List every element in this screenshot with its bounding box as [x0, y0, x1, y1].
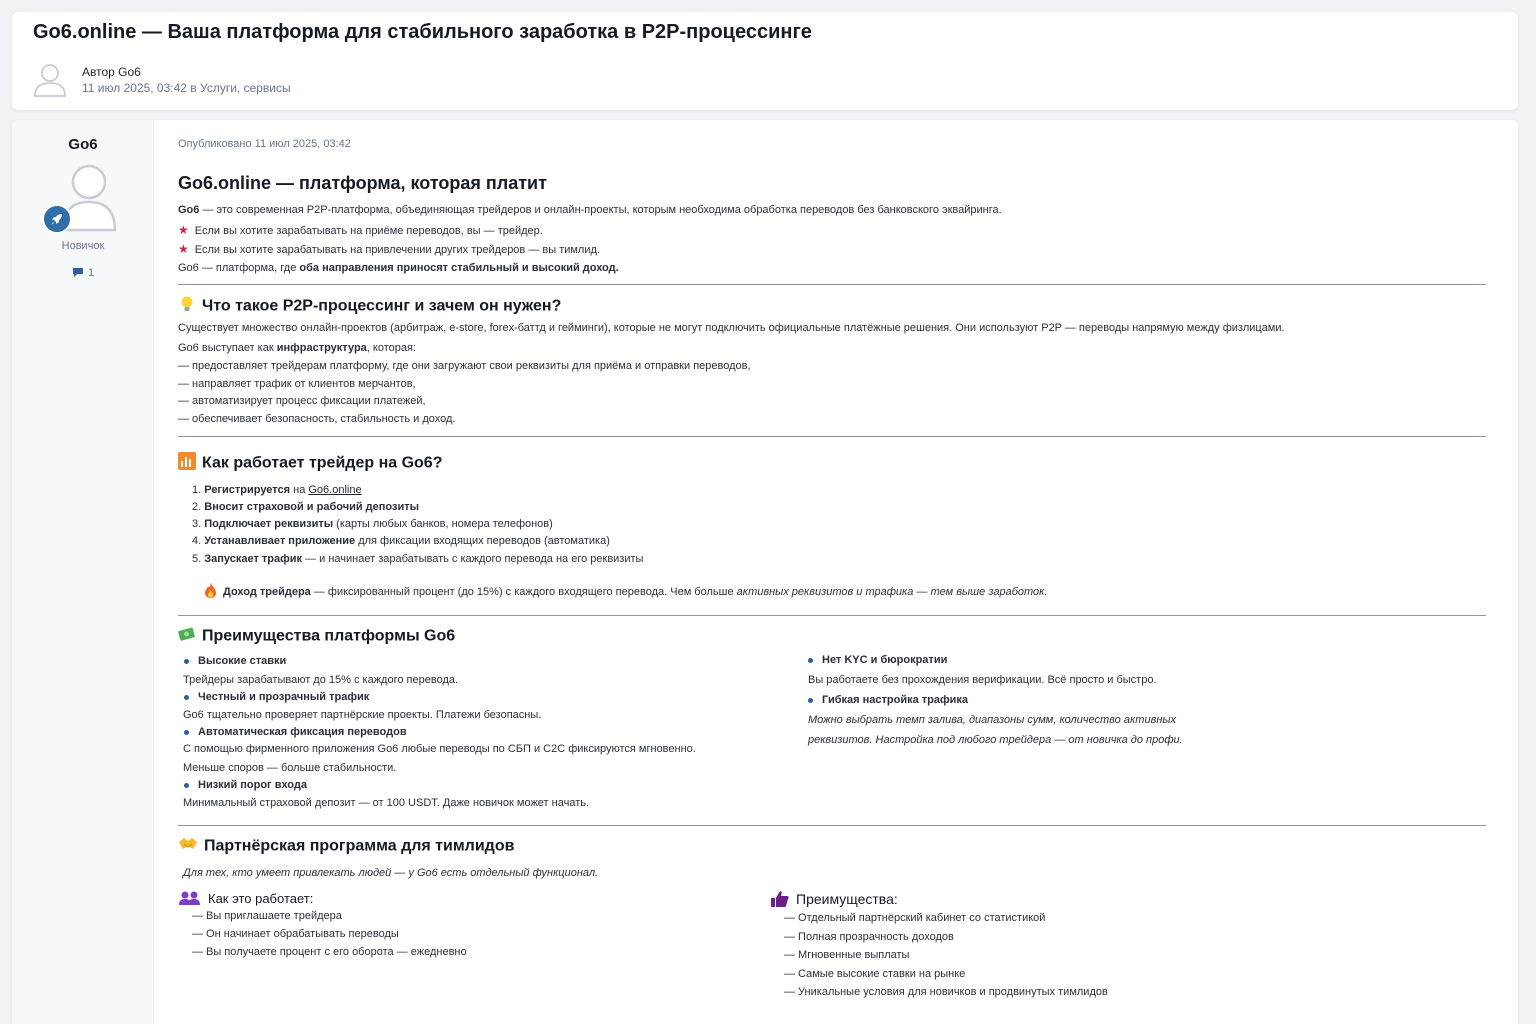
go6-link[interactable]: Go6.online: [308, 484, 362, 496]
intro-star1-text: Если вы хотите зарабатывать на приёме переводов, вы — трейдер.: [194, 225, 543, 237]
step-num: 3.: [192, 518, 202, 530]
step-rest: для фиксации входящих переводов (автоматика): [355, 535, 610, 547]
adv-head: Автоматическая фиксация переводов: [198, 726, 407, 738]
p2p-item: — автоматизирует процесс фиксации платежей,: [178, 395, 426, 407]
rocket-icon: [49, 211, 65, 227]
partner-pros-item: — Самые высокие ставки на рынке: [784, 968, 966, 980]
adv-head: Высокие ставки: [198, 655, 287, 667]
step-rest: — и начинает зарабатывать с каждого перевода на его реквизиты: [302, 553, 644, 565]
author-avatar-small[interactable]: [33, 62, 67, 98]
p2p-item: — предоставляет трейдерам платформу, где они загружают свои реквизиты для приёма и отправки переводов,: [178, 360, 751, 372]
intro-line1: [178, 204, 1002, 216]
p2p-infra-c: , которая:: [366, 342, 416, 354]
divider: [178, 825, 1486, 826]
partner-pros-item: — Полная прозрачность доходов: [784, 931, 954, 943]
advantages-title-text: Преимущества платформы Go6: [202, 627, 456, 645]
p2p-item: — направляет трафик от клиентов мерчантов,: [178, 378, 416, 390]
intro-line4: [178, 262, 619, 274]
star-icon: ★: [178, 242, 189, 256]
chart-icon: [178, 452, 196, 475]
intro-star2-text: Если вы хотите зарабатывать на привлечении других трейдеров — вы тимлид.: [194, 244, 600, 256]
intro-title: Go6.online — платформа, которая платит: [178, 173, 547, 193]
advantages-title: [178, 626, 455, 647]
adv-head: Нет KYC и бюрократии: [822, 654, 948, 666]
user-icon: [33, 62, 67, 98]
divider: [178, 615, 1486, 616]
topic-author[interactable]: Автор Go6: [82, 65, 141, 79]
intro-star1: [178, 223, 543, 237]
trader-income: [204, 583, 1047, 601]
author-post-count: [12, 267, 154, 279]
income-em: активных реквизитов и трафика — тем выше заработок.: [736, 585, 1048, 598]
post-author-sidebar: [12, 120, 154, 1024]
p2p-title-text: Что такое P2P-процессинг и зачем он нужен?: [202, 297, 562, 315]
income-bold: Доход трейдера: [223, 585, 311, 598]
partner-pros-item: — Уникальные условия для новичков и продвинутых тимлидов: [784, 986, 1108, 998]
step-rest: (карты любых банков, номера телефонов): [333, 518, 553, 530]
step-rest: на: [290, 484, 309, 496]
trader-step: [192, 518, 553, 530]
post: [12, 120, 1518, 1024]
partner-title: [178, 836, 514, 857]
p2p-title: [178, 295, 561, 318]
topic-header: [12, 12, 1518, 110]
adv-line: Вы работаете без прохождения верификации. Всё просто и быстро.: [808, 674, 1157, 686]
adv-head: Честный и прозрачный трафик: [198, 691, 370, 703]
fire-icon: [204, 583, 217, 601]
intro-line1-bold: Go6: [178, 204, 200, 216]
handshake-icon: [178, 836, 198, 857]
adv-line: Меньше споров — больше стабильности.: [183, 762, 397, 774]
trader-step: [192, 553, 643, 565]
adv-line: реквизитов. Настройка под любого трейдера — от новичка до профи.: [808, 734, 1183, 746]
intro-line1-rest: — это современная P2P-платформа, объединяющая трейдеров и онлайн-проекты, которым необходима обработка переводов без банковского эквайринга.: [199, 204, 1002, 216]
bullet: [184, 695, 189, 700]
adv-line: Можно выбрать темп залива, диапазоны сумм, количество активных: [808, 714, 1176, 726]
bullet: [184, 659, 189, 664]
step-num: 4.: [192, 535, 202, 547]
trader-title-text: Как работает трейдер на Go6?: [202, 454, 443, 472]
adv-head: Гибкая настройка трафика: [822, 694, 968, 706]
p2p-infra-a: Go6 выступает как: [178, 342, 277, 354]
partner-how-item: — Вы приглашаете трейдера: [192, 910, 342, 922]
income-rest: — фиксированный процент (до 15%) с каждого входящего перевода. Чем больше: [310, 585, 737, 598]
author-posts-value: 1: [87, 267, 95, 279]
step-bold: Вносит страховой и рабочий депозиты: [204, 501, 419, 513]
step-num: 2.: [192, 501, 202, 513]
divider: [178, 436, 1486, 437]
thumbs-up-icon: [770, 890, 790, 911]
intro-line4-a: Go6 — платформа, где: [178, 262, 300, 274]
trader-title: [178, 452, 442, 475]
partner-pros-item: — Мгновенные выплаты: [784, 949, 910, 961]
money-icon: [178, 626, 196, 647]
partner-how-item: — Вы получаете процент с его оборота — ежедневно: [192, 946, 467, 958]
bullet: [808, 658, 813, 663]
bullet: [184, 783, 189, 788]
trader-step: [192, 501, 419, 513]
bullet: [808, 698, 813, 703]
partner-how-title: [178, 890, 313, 909]
p2p-para: Существует множество онлайн-проектов (арбитраж, e-store, forex-баттд и гейминги), которые не могут подключить официальные платёжные решения. Они используют P2P — переводы напрямую между физлицами.: [178, 322, 1285, 334]
partner-pros-item: — Отдельный партнёрский кабинет со статистикой: [784, 912, 1046, 924]
adv-line: Минимальный страховой депозит — от 100 USDT. Даже новичок может начать.: [183, 797, 590, 809]
step-num: 5.: [192, 553, 202, 565]
partner-how-item: — Он начинает обрабатывать переводы: [192, 928, 399, 940]
author-name[interactable]: Go6: [68, 136, 98, 153]
adv-line: С помощью фирменного приложения Go6 любые переводы по СБП и C2C фиксируются мгновенно.: [183, 743, 696, 755]
p2p-item: — обеспечивает безопасность, стабильность и доход.: [178, 413, 456, 425]
step-bold: Подключает реквизиты: [204, 518, 334, 530]
adv-head: Низкий порог входа: [198, 779, 307, 791]
topic-title: Go6.online — Ваша платформа для стабильного заработка в P2P-процессинге: [33, 21, 812, 43]
trader-step: [192, 484, 362, 496]
author-rank: Новичок: [61, 240, 105, 252]
post-published: Опубликовано 11 июл 2025, 03:42: [178, 138, 351, 150]
step-bold: Запускает трафик: [204, 553, 303, 565]
p2p-infra-b: инфраструктура: [276, 342, 367, 354]
adv-line: Go6 тщательно проверяет партнёрские проекты. Платежи безопасны.: [183, 709, 542, 721]
users-icon: [178, 890, 202, 909]
topic-meta: 11 июл 2025, 03:42 в Услуги, сервисы: [82, 81, 291, 95]
partner-subtitle: Для тех, кто умеет привлекать людей — у Go6 есть отдельный функционал.: [183, 867, 599, 879]
step-num: 1.: [192, 484, 202, 496]
lightbulb-icon: [178, 295, 196, 318]
p2p-infra: [178, 342, 416, 354]
bullet: [184, 730, 189, 735]
trader-step: [192, 535, 610, 547]
intro-line4-b: оба направления приносят стабильный и высокий доход.: [299, 262, 619, 274]
step-bold: Устанавливает приложение: [204, 535, 356, 547]
adv-line: Трейдеры зарабатывают до 15% с каждого перевода.: [183, 674, 459, 686]
intro-star2: [178, 242, 600, 256]
partner-title-text: Партнёрская программа для тимлидов: [204, 837, 515, 855]
post-body: [178, 120, 1486, 1024]
star-icon: ★: [178, 223, 189, 237]
step-bold: Регистрируется: [204, 484, 291, 496]
partner-how-title-text: Как это работает:: [208, 890, 314, 906]
partner-pros-title: [770, 890, 898, 911]
divider: [178, 284, 1486, 285]
comment-icon: [72, 267, 84, 278]
partner-pros-title-text: Преимущества:: [796, 891, 898, 908]
rank-badge: [42, 204, 72, 234]
